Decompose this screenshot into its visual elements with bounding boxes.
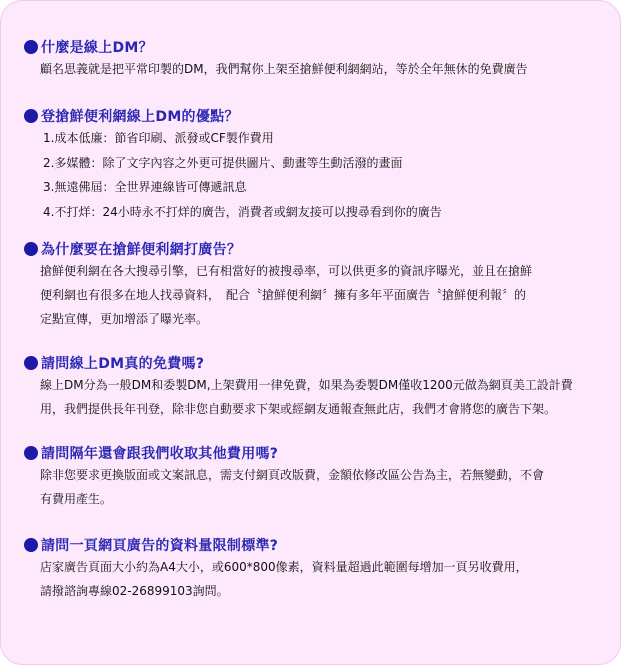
section-title: 請問一頁網頁廣告的資料量限制標準? xyxy=(41,538,279,554)
advantage-item: 2.多媒體：除了文字內容之外更可提供圖片、動畫等生動活潑的畫面 xyxy=(43,155,403,170)
faq-advantages xyxy=(24,106,599,224)
faq-is-free xyxy=(24,353,599,421)
body-text: 顧名思義就是把平常印製的DM，我們幫你上架至搶鮮便利網網站，等於全年無休的免費廣告 xyxy=(40,62,528,76)
faq-next-year-fees xyxy=(24,443,599,511)
body-text: 有費用產生。 xyxy=(40,492,113,506)
section-title: 為什麼要在搶鮮便利網打廣告？ xyxy=(41,242,242,258)
section-title: 登搶鮮便利網線上DM的優點？ xyxy=(41,109,239,125)
section-heading xyxy=(24,106,599,126)
body-text: 便利網也有很多在地人找尋資料， 配合〝搶鮮便利網〞擁有多年平面廣告〝搶鮮便利報〞的 xyxy=(40,288,527,302)
bullet-icon xyxy=(24,40,38,54)
body-text: 定點宣傳，更加增添了曝光率。 xyxy=(40,312,209,326)
section-heading xyxy=(24,353,599,373)
faq-why-advertise xyxy=(24,239,599,331)
body-text: 請撥諮詢專線02-26899103詢問。 xyxy=(40,584,229,598)
faq-what-is-online-dm xyxy=(24,37,599,81)
bullet-icon xyxy=(24,446,38,460)
faq-data-limit xyxy=(24,535,599,603)
body-text: 搶鮮便利網在各大搜尋引擎，已有相當好的被搜尋率，可以供更多的資訊序曝光，並且在搶鮮 xyxy=(40,264,533,278)
section-title: 請問隔年還會跟我們收取其他費用嗎? xyxy=(41,446,279,462)
bullet-icon xyxy=(24,242,38,256)
section-heading xyxy=(24,535,599,555)
bullet-icon xyxy=(24,538,38,552)
advantage-item: 4.不打烊：24小時永不打烊的廣告，消費者或網友接可以搜尋看到你的廣告 xyxy=(43,204,442,219)
advantage-item: 1.成本低廉：節省印刷、派發或CF製作費用 xyxy=(43,131,274,145)
body-text: 用，我們提供長年刊登，除非您自動要求下架或經網友通報查無此店，我們才會將您的廣告下架。 xyxy=(40,402,557,416)
bullet-icon xyxy=(24,356,38,370)
section-heading xyxy=(24,37,599,57)
section-title: 什麼是線上DM？ xyxy=(41,40,153,56)
section-heading xyxy=(24,239,599,259)
body-text: 除非您要求更換版面或文案訊息，需支付網頁改版費，金額依修改區公告為主，若無變動，不會 xyxy=(40,468,545,482)
section-title: 請問線上DM真的免費嗎? xyxy=(41,356,205,372)
body-text: 店家廣告頁面大小約為A4大小，或600*800像素，資料量超過此範圍每增加一頁另收費用， xyxy=(40,560,528,574)
section-heading xyxy=(24,443,599,463)
bullet-icon xyxy=(24,109,38,123)
body-text: 線上DM分為一般DM和委製DM,上架費用一律免費，如果為委製DM僅收1200元做為網頁美工設計費 xyxy=(40,378,573,392)
advantage-item: 3.無遠佛屆：全世界連線皆可傳遞訊息 xyxy=(43,180,247,194)
